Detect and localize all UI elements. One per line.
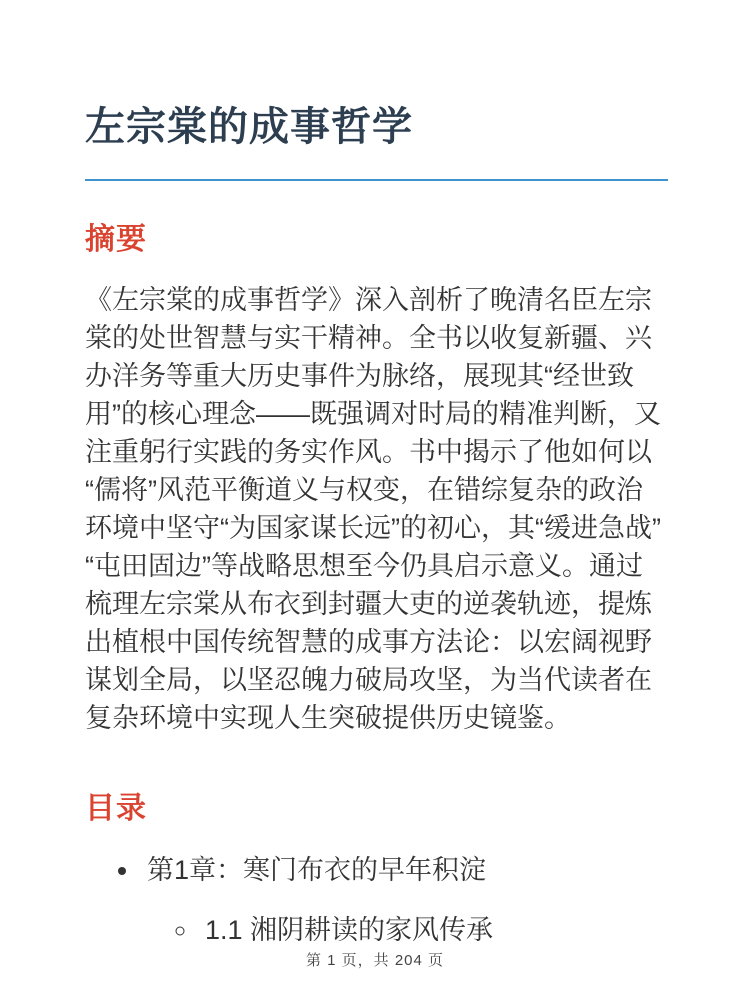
toc-item-chapter-1-label: 第1章：寒门布衣的早年积淀 xyxy=(147,855,487,885)
abstract-heading: 摘要 xyxy=(85,223,147,256)
toc-heading: 目录 xyxy=(85,792,147,825)
toc-item-chapter-1 xyxy=(141,851,668,949)
page-indicator: 第 1 页，共 204 页 xyxy=(305,952,445,969)
toc-item-section-1-1-label: 1.1 湘阴耕读的家风传承 xyxy=(205,915,494,945)
title-divider xyxy=(85,179,668,181)
toc-sublist-chapter-1 xyxy=(147,911,668,949)
page-footer xyxy=(0,949,750,970)
document-title: 左宗棠的成事哲学 xyxy=(85,105,413,149)
abstract-text: 《左宗棠的成事哲学》深入剖析了晚清名臣左宗棠的处世智慧与实干精神。全书以收复新疆、兴办洋务等重大历史事件为脉络，展现其“经世致用”的核心理念——既强调对时局的精准判断，又注重躬行实践的务实作风。书中揭示了他如何以“儒将”风范平衡道义与权变，在错综复杂的政治环境中坚守“为国家谋长远”的初心，其“缓进急战” “屯田固边”等战略思想至今仍具启示意义。通过梳理左宗棠从布衣到封疆大吏的逆袭轨迹，提炼出植根中国传统智慧的成事方法论：以宏阔视野谋划全局，以坚忍魄力破局攻坚，为当代读者在复杂环境中实现人生突破提供历史镜鉴。 xyxy=(85,285,661,733)
toc-item-section-1-1 xyxy=(199,911,668,949)
toc-list xyxy=(85,851,668,949)
